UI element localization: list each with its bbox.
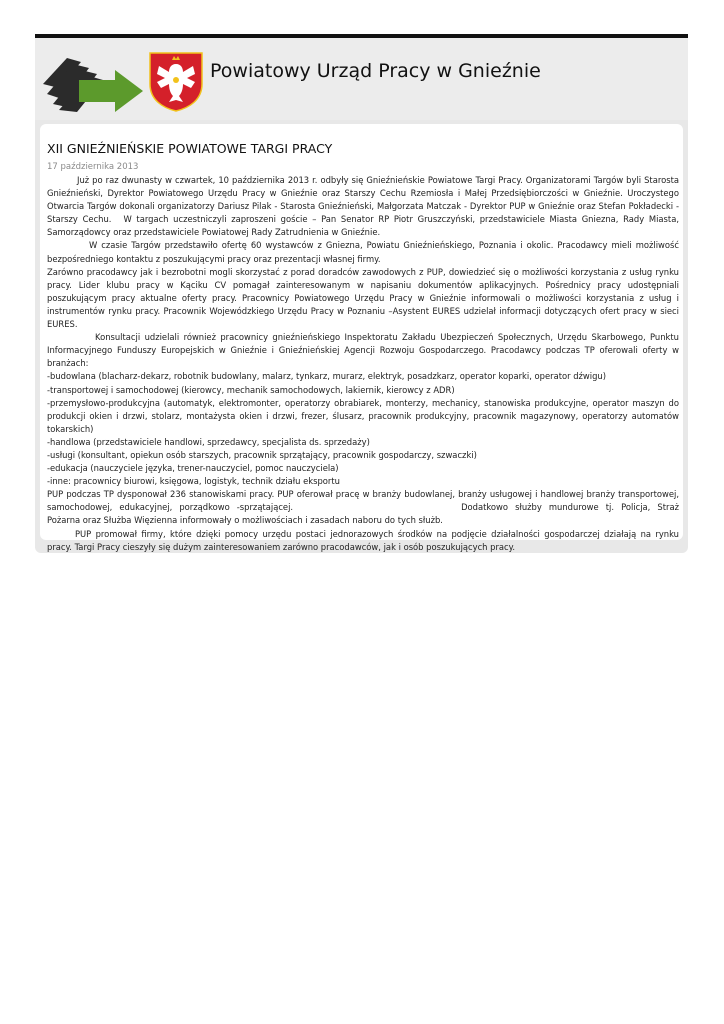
paragraph-positions (47, 488, 679, 527)
paragraph-consultations: Konsultacji udzielali również pracownicy gnieźnieńskiego Inspektoratu Zakładu Ubezpieczeń Społecznych, Urzędu Skarbowego, Punktu Informacyjnego Funduszy Europejskich w Gnieźnie i Gnieźnieńskiej Agencji Rozwoju Gospodarczego. Pracodawcy podczas TP oferowali oferty w branżach: (47, 332, 679, 369)
list-item: -przemysłowo-produkcyjna (automatyk, elektromonter, operatorzy obrabiarek, monterzy, mechanicy, stanowiska produkcyjne, operator maszyn do produkcji okien i drzwi, stolarz, montażysta okien i drzwi, frezer, ślusarz, pracownik produkcyjny, pracownik magazynowy, operatorzy automatów tokarskich) (47, 397, 679, 434)
list-item: -handlowa (przedstawiciele handlowi, sprzedawcy, specjalista ds. sprzedaży) (47, 436, 370, 447)
article-panel (40, 124, 683, 552)
paragraph-intro-text: Już po raz dwunasty w czwartek, 10 października 2013 r. odbyły się Gnieźnieńskie Powiatowe Targi Pracy. Organizatorami Targów byli Starosta Gnieźnieński, Dyrektor Powiatowego Urzędu Pracy w Gnieźnie oraz Starszy Cechu Rzemiosła i Małej Przedsiębiorczości w Gnieźnie. Uroczystego Otwarcia Targów dokonali organizatorzy Dariusz Pilak - Starosta Gnieźnieński, Małgorzata Matczak - Dyrektor PUP w Gnieźnie oraz Stefan Pokładecki - Starszy Cechu. (47, 175, 679, 225)
list-item: -inne: pracownicy biurowi, księgowa, logistyk, technik działu eksportu (47, 476, 340, 487)
site-header (35, 38, 688, 120)
article-body (47, 174, 679, 554)
article-date: 17 października 2013 (47, 162, 139, 172)
article-title: XII GNIEŹNIEŃSKIE POWIATOWE TARGI PRACY (47, 141, 333, 156)
paragraph-closing: PUP promował firmy, które dzięki pomocy urzędu postaci jednorazowych środków na podjęcie działalności gospodarczej działają na rynku pracy. Targi Pracy cieszyły się dużym zainteresowaniem zarówno pracodawców, jak i osób poszukujących pracy. (47, 528, 679, 552)
paragraph-uniformed-services-text: Dodatkowo służby mundurowe tj. Policja, Straż Pożarna oraz Służba Więzienna informowały o możliwościach i zasadach naboru do tych służb. (47, 502, 679, 526)
list-item: -usługi (konsultant, opiekun osób starszych, pracownik sprzątający, pracownik gospodarczy, szwaczki) (47, 449, 477, 460)
list-item: -budowlana (blacharz-dekarz, robotnik budowlany, malarz, tynkarz, murarz, elektryk, posadzkarz, operator koparki, operator dźwigu) (47, 371, 606, 382)
paragraph-guests-text: W targach uczestniczyli zaproszeni goście – Pan Senator RP Piotr Gruszczyński, przedstawiciele Miasta Gniezna, Rady Miasta, Samorządowcy oraz przedstawiciele Powiatowej Rady Zatrudnienia w Gnieźnie. (47, 214, 679, 238)
paragraph-services: Zarówno pracodawcy jak i bezrobotni mogli skorzystać z porad doradców zawodowych z PUP, dowiedzieć się o możliwości korzystania z usług rynku pracy. Lider klubu pracy w Kąciku CV pomagał zainteresowanym w napisaniu dokumentów aplikacyjnych. Pośrednicy pracy udostępniali poszukującym pracy aktualne oferty pracy. Pracownicy Powiatowego Urzędu Pracy w Gnieźnie informowali o możliwości korzystania z usług i instrumentów rynku pracy. Pracownik Wojewódzkiego Urzędu Pracy w Poznaniu –Asystent EURES udzielał informacji dotyczących ofert pracy w sieci EURES. (47, 266, 679, 330)
pup-arrows-logo-icon[interactable] (37, 44, 145, 114)
list-item: -edukacja (nauczyciele języka, trener-nauczyciel, pomoc nauczyciela) (47, 463, 339, 474)
gniezno-county-coat-of-arms-icon (147, 50, 205, 112)
paragraph-intro (47, 174, 679, 239)
list-item: -transportowej i samochodowej (kierowcy, mechanik samochodowych, lakiernik, kierowcy z ADR) (47, 384, 455, 395)
paragraph-positions-text: PUP podczas TP dysponował 236 stanowiskami pracy. PUP oferował pracę w branży budowlanej, branży usługowej i handlowej branży transportowej, samochodowej, edukacyjnej, porządkowo -sprzątającej. (47, 489, 679, 513)
paragraph-exhibitors: W czasie Targów przedstawiło ofertę 60 wystawców z Gniezna, Powiatu Gnieźnieńskiego, Poznania i okolic. Pracodawcy mieli możliwość bezpośredniego kontaktu z poszukującymi pracy oraz prezentacji własnej firmy. (47, 240, 679, 264)
site-title: Powiatowy Urząd Pracy w Gnieźnie (210, 60, 541, 82)
